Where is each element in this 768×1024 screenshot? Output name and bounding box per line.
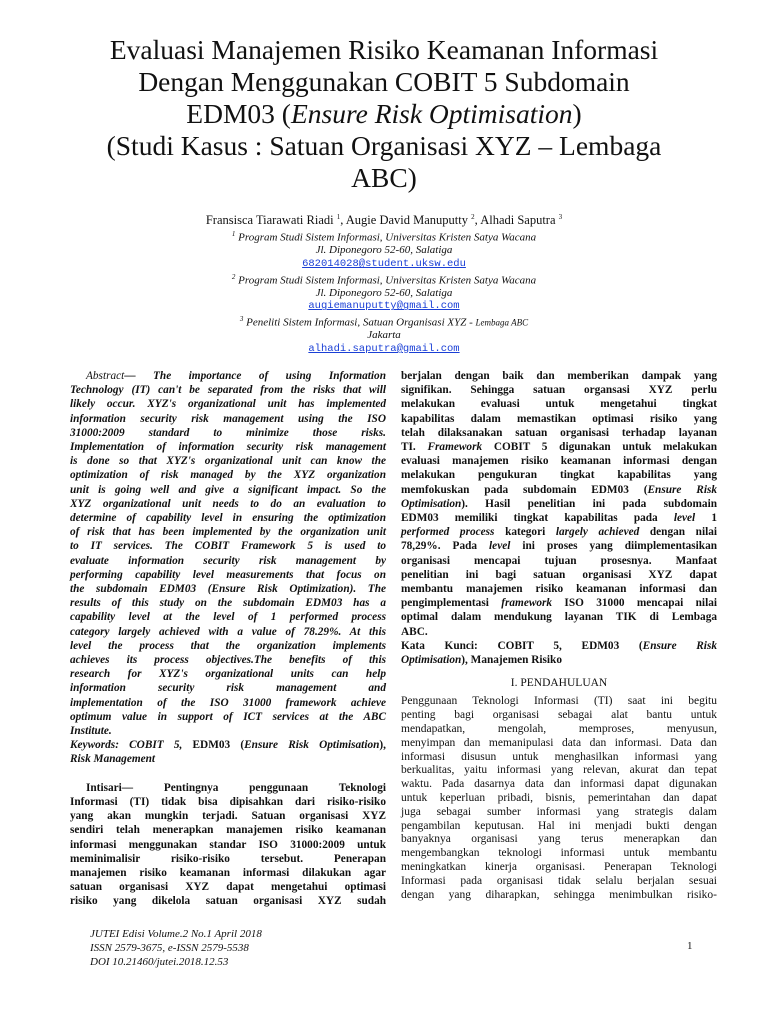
left-column [70, 369, 386, 909]
title-line: (Studi Kasus : Satuan Organisasi XYZ – Lembaga [106, 130, 662, 161]
title-line: Evaluasi Manajemen Risiko Keamanan Informasi [109, 34, 659, 65]
intisari-continued: berjalan dengan baik dan memberikan dampak yang signifikan. Sehingga satuan organsasi XYZ perlu melakukan evaluasi untuk mengetahui tingkat kapabilitas dalam memastikan optimasi risiko yang telah dilaksanakan satuan organisasi terhadap layanan TI. Framework COBIT 5 digunakan untuk melakukan evaluasi manajemen risiko keamanan informasi dengan melakukan pengukuran tingkat kapabilitas yang memfokuskan pada subdomain EDM03 (Ensure Risk Optimisation). Hasil penelitian ini pada subdomain EDM03 memiliki tingkat kapabilitas pada level 1 performed process kategori largely achieved dengan nilai 78,29%. Pada level ini proses yang diimplementasikan organisasi mencapai tujuan prosesnya. Manfaat penelitian ini bagi satuan organisasi XYZ dapat membantu manajemen risiko keamanan informasi dan pengimplementasi framework ISO 31000 mencapai nilai optimal dalam mendukung layanan TIK di Lembaga ABC. Kata Kunci: COBIT 5, EDM03 (Ensure Risk Optimisation), Manajemen Risiko [401, 370, 718, 667]
section-heading: I. PENDAHULUAN [510, 677, 608, 690]
affiliation-1: $^1$ Program Studi Sistem Informasi, Universitas Kristen Satya Wacana Jl. Diponegoro 52-60, Salatiga 682014028@student.uksw.edu [231, 230, 537, 270]
email-link[interactable]: alhadi.saputra@gmail.com [308, 342, 460, 355]
section-body: Penggunaan Teknologi Informasi (TI) saat ini begitu penting bagi organisasi sebagai alat bantu untuk mendapatkan, mengolah, memproses, menyusun, menyimpan dan memanipulasi data dan informasi. Data dan informasi disusun untuk menghasilkan informasi yang berkualitas, yaitu informasi yang relevan, akurat dan tepat waktu. Pada dasarnya data dan informasi dapat digunakan untuk keperluan pribadi, bisnis, pemerintahan dan dapat juga sebagai sumber informasi yang strategis dalam pengambilan keputusan. Hal ini menjadi bukti dengan banyaknya organisasi yang terus menerapkan dan mengembangkan teknologi informasi untuk membantu meningkatkan kinerja organisasi. Penerapan Teknologi Informasi pada organisasi tidak selalu berjalan sesuai dengan yang diharapkan, sehingga menimbulkan risiko- [401, 695, 717, 901]
journal-footer [90, 927, 262, 969]
doi: DOI 10.21460/jutei.2018.12.53 [90, 956, 229, 968]
email-link[interactable]: 682014028@student.uksw.edu [302, 258, 466, 270]
title-line: Dengan Menggunakan COBIT 5 Subdomain [138, 66, 630, 97]
intisari: Intisari— Pentingnya penggunaan Teknologi Informasi (TI) tidak bisa dipisahkan dari risiko-risiko yang akan mungkin terjadi. Satuan organisasi XYZ sendiri telah menerapkan manajemen risiko keamanan informasi menggunakan standar ISO 31000:2009 untuk meminimalisir risiko-risiko tersebut. Penerapan manajemen risiko keamanan informasi dilakukan agar satuan organisasi XYZ dapat mengetahui optimasi risiko yang dikelola satuan organisasi XYZ sudah [70, 781, 386, 908]
journal-name: JUTEI Edisi Volume.2 No.1 April 2018 [90, 928, 262, 940]
affiliation-2: $^2$ Program Studi Sistem Informasi, Universitas Kristen Satya Wacana Jl. Diponegoro 52-60, Salatiga augiemanuputty@gmail.com [231, 272, 537, 313]
title-line: ABC) [351, 162, 417, 193]
authors-block [60, 209, 708, 355]
page-number: 1 [687, 940, 693, 952]
right-column [401, 369, 717, 902]
author-names: Fransisca Tiarawati Riadi $^1$, Augie David Manuputty $^2$, Alhadi Saputra $^3$ [205, 213, 563, 228]
affiliation-3: $^3$ Peneliti Sistem Informasi, Satuan Organisasi XYZ - Lembaga ABC Jakarta alhadi.saputra@gmail.com [239, 315, 529, 355]
paper-title [40, 34, 728, 194]
issn: ISSN 2579-3675, e-ISSN 2579-5538 [90, 942, 249, 954]
title-line: EDM03 (Ensure Risk Optimisation) [186, 98, 582, 129]
abstract: Abstract— The importance of using Information Technology (IT) can't be separated from the risks that will likely occur. XYZ's organizational unit has implemented information security risk management using the ISO 31000:2009 standard to minimize those risks. Implementation of information security risk management is done so that XYZ's organizational unit can know the optimization of risk managed by the XYZ organization unit is going well and give a significant impact. So the XYZ organizational unit needs to do an evaluation to determine of capability level in ensuring the optimization of risk that has been implemented by the organization unit to IT services. The COBIT Framework 5 is used to evaluate information security risk management by performing capability level measurements that focus on the subdomain EDM03 (Ensure Risk Optimization). The results of this study on the subdomain EDM03 has a capability level at the level of 1 performed process category largely achieved with a value of 78.29%. At this level the process that the organization implements achieves its process objectives.The benefits of this research for XYZ's organizational units can help information security risk management and implementation of the ISO 31000 framework achieve optimum value in support of ICT services at the ABC Institute. Keywords: COBIT 5, EDM03 (Ensure Risk Optimisation), Risk Management [70, 370, 386, 766]
email-link[interactable]: augiemanuputty@gmail.com [308, 300, 460, 313]
